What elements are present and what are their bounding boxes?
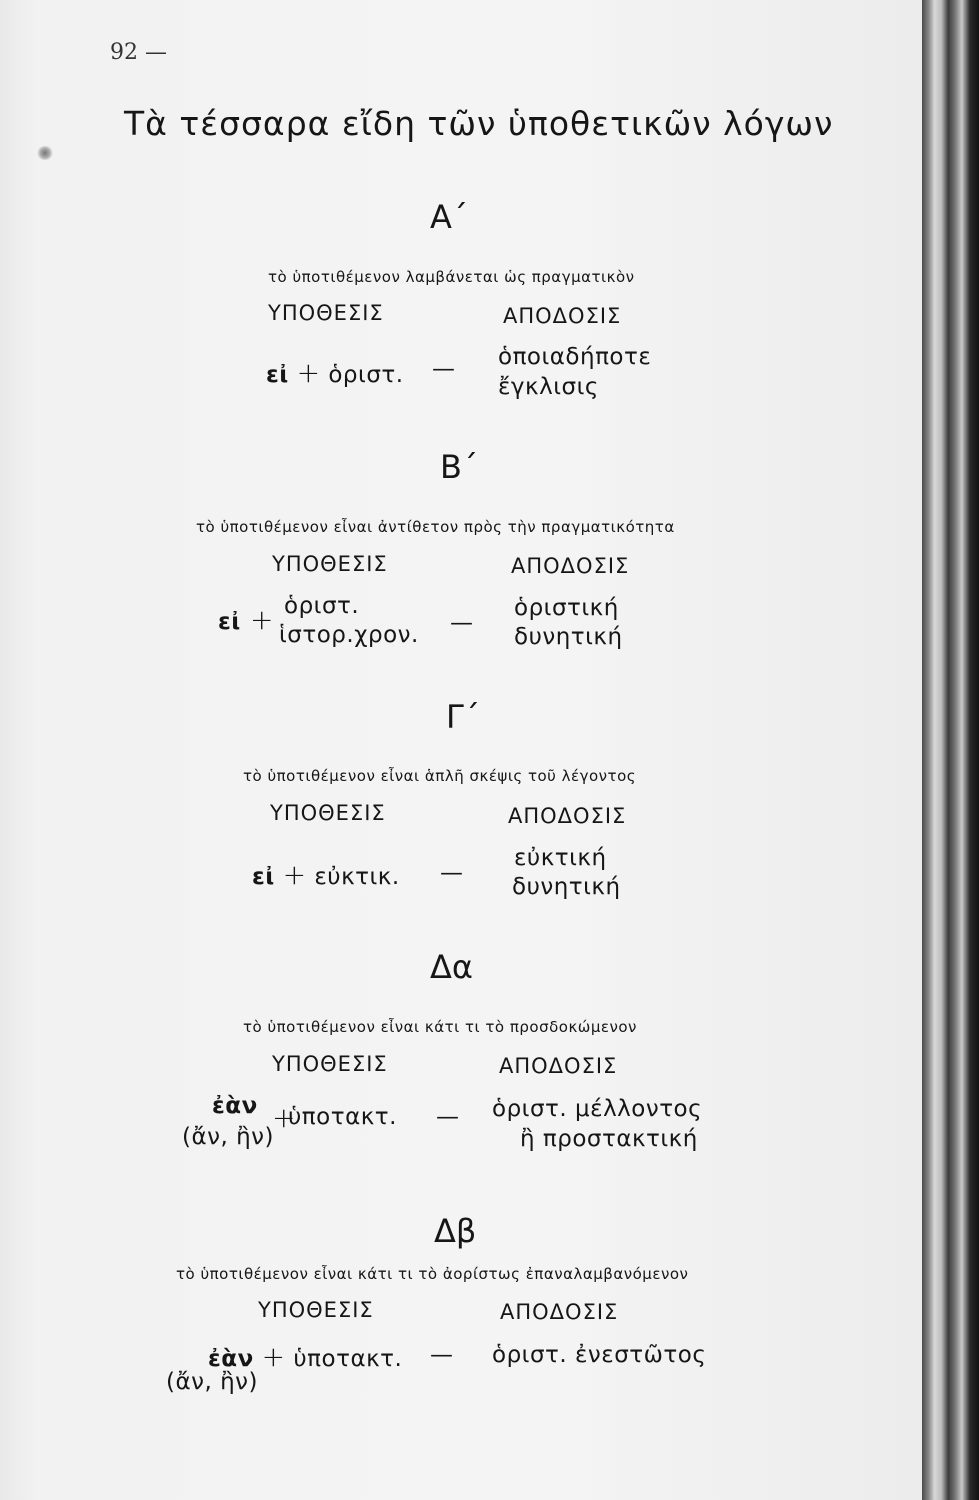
section-b-mood-line-2: ἱστορ.χρον. (279, 622, 419, 648)
section-b-particle: εἰ (218, 609, 241, 635)
section-db-hypothesis-label: ΥΠΟΘΕΣΙΣ (258, 1298, 374, 1322)
section-b-description: τὸ ὑποτιθέμενον εἶναι ἀντίθετον πρὸς τὴν πραγματικότητα (196, 518, 675, 536)
section-db-apodosis-label: ΑΠΟΔΟΣΙΣ (500, 1300, 619, 1324)
section-a-dash: — (432, 356, 456, 382)
section-db-description: τὸ ὑποτιθέμενον εἶναι κάτι τι τὸ ἀορίστως ἐπαναλαμβανόμενον (176, 1265, 689, 1283)
section-b-mood-line-1: ὁριστ. (284, 593, 360, 619)
ink-blot (36, 146, 54, 160)
section-da-alt-particles: (ἄν, ἢν) (182, 1124, 275, 1150)
section-b-heading: Β΄ (440, 448, 478, 486)
section-db-condition: ἐὰν + ὑποτακτ. (208, 1340, 403, 1373)
section-db-dash: — (430, 1342, 454, 1368)
section-da-dash: — (436, 1104, 460, 1130)
section-da-apodosis-line-2: ἢ προστακτική (520, 1126, 698, 1152)
section-c-dash: — (440, 860, 464, 886)
section-c-apodosis-line-1: εὐκτική (514, 845, 607, 871)
section-da-hypothesis-label: ΥΠΟΘΕΣΙΣ (272, 1052, 388, 1076)
section-a-heading: Α΄ (430, 198, 468, 236)
section-a-apodosis-label: ΑΠΟΔΟΣΙΣ (503, 304, 622, 328)
section-c-apodosis-line-2: δυνητική (512, 874, 621, 900)
section-c-description: τὸ ὑποτιθέμενον εἶναι ἁπλῆ σκέψις τοῦ λέγοντος (243, 767, 637, 785)
section-c-hypothesis-label: ΥΠΟΘΕΣΙΣ (270, 801, 386, 825)
section-a-hypothesis-label: ΥΠΟΘΕΣΙΣ (268, 301, 384, 325)
section-a-description: τὸ ὑποτιθέμενον λαμβάνεται ὡς πραγματικὸν (268, 268, 635, 286)
section-da-heading: Δα (430, 948, 473, 986)
section-b-hypothesis-label: ΥΠΟΘΕΣΙΣ (272, 552, 388, 576)
page-title: Τὰ τέσσαρα εἴδη τῶν ὑποθετικῶν λόγων (124, 104, 834, 143)
section-c-heading: Γ΄ (446, 698, 480, 736)
section-a-apodosis-line-1: ὁποιαδήποτε (498, 344, 652, 370)
section-da-mood: ὑποτακτ. (288, 1104, 397, 1130)
section-b-apodosis-line-2: δυνητική (514, 624, 623, 650)
section-db-apodosis-line-1: ὁριστ. ἐνεστῶτος (492, 1342, 707, 1368)
section-c-apodosis-label: ΑΠΟΔΟΣΙΣ (508, 804, 627, 828)
section-da-particle: ἐὰν (212, 1093, 258, 1119)
section-b-apodosis-line-1: ὁριστική (514, 595, 619, 621)
page-number: 92 — (110, 40, 167, 65)
section-db-alt-particles: (ἄν, ἢν) (166, 1369, 259, 1395)
section-da-description: τὸ ὑποτιθέμενον εἶναι κάτι τι τὸ προσδοκώμενον (243, 1018, 637, 1036)
section-b-plus: + (250, 603, 274, 636)
section-b-dash: — (450, 610, 474, 636)
section-db-heading: Δβ (434, 1212, 477, 1250)
section-da-apodosis-label: ΑΠΟΔΟΣΙΣ (499, 1054, 618, 1078)
section-c-condition: εἰ + εὐκτικ. (252, 858, 400, 891)
section-a-apodosis-line-2: ἔγκλισις (498, 374, 599, 400)
section-b-apodosis-label: ΑΠΟΔΟΣΙΣ (511, 554, 630, 578)
section-a-condition: εἰ + ὁριστ. (266, 356, 404, 389)
book-binding-edge (922, 0, 979, 1500)
section-da-plus: + (272, 1101, 296, 1134)
section-da-apodosis-line-1: ὁριστ. μέλλοντος (492, 1096, 703, 1122)
